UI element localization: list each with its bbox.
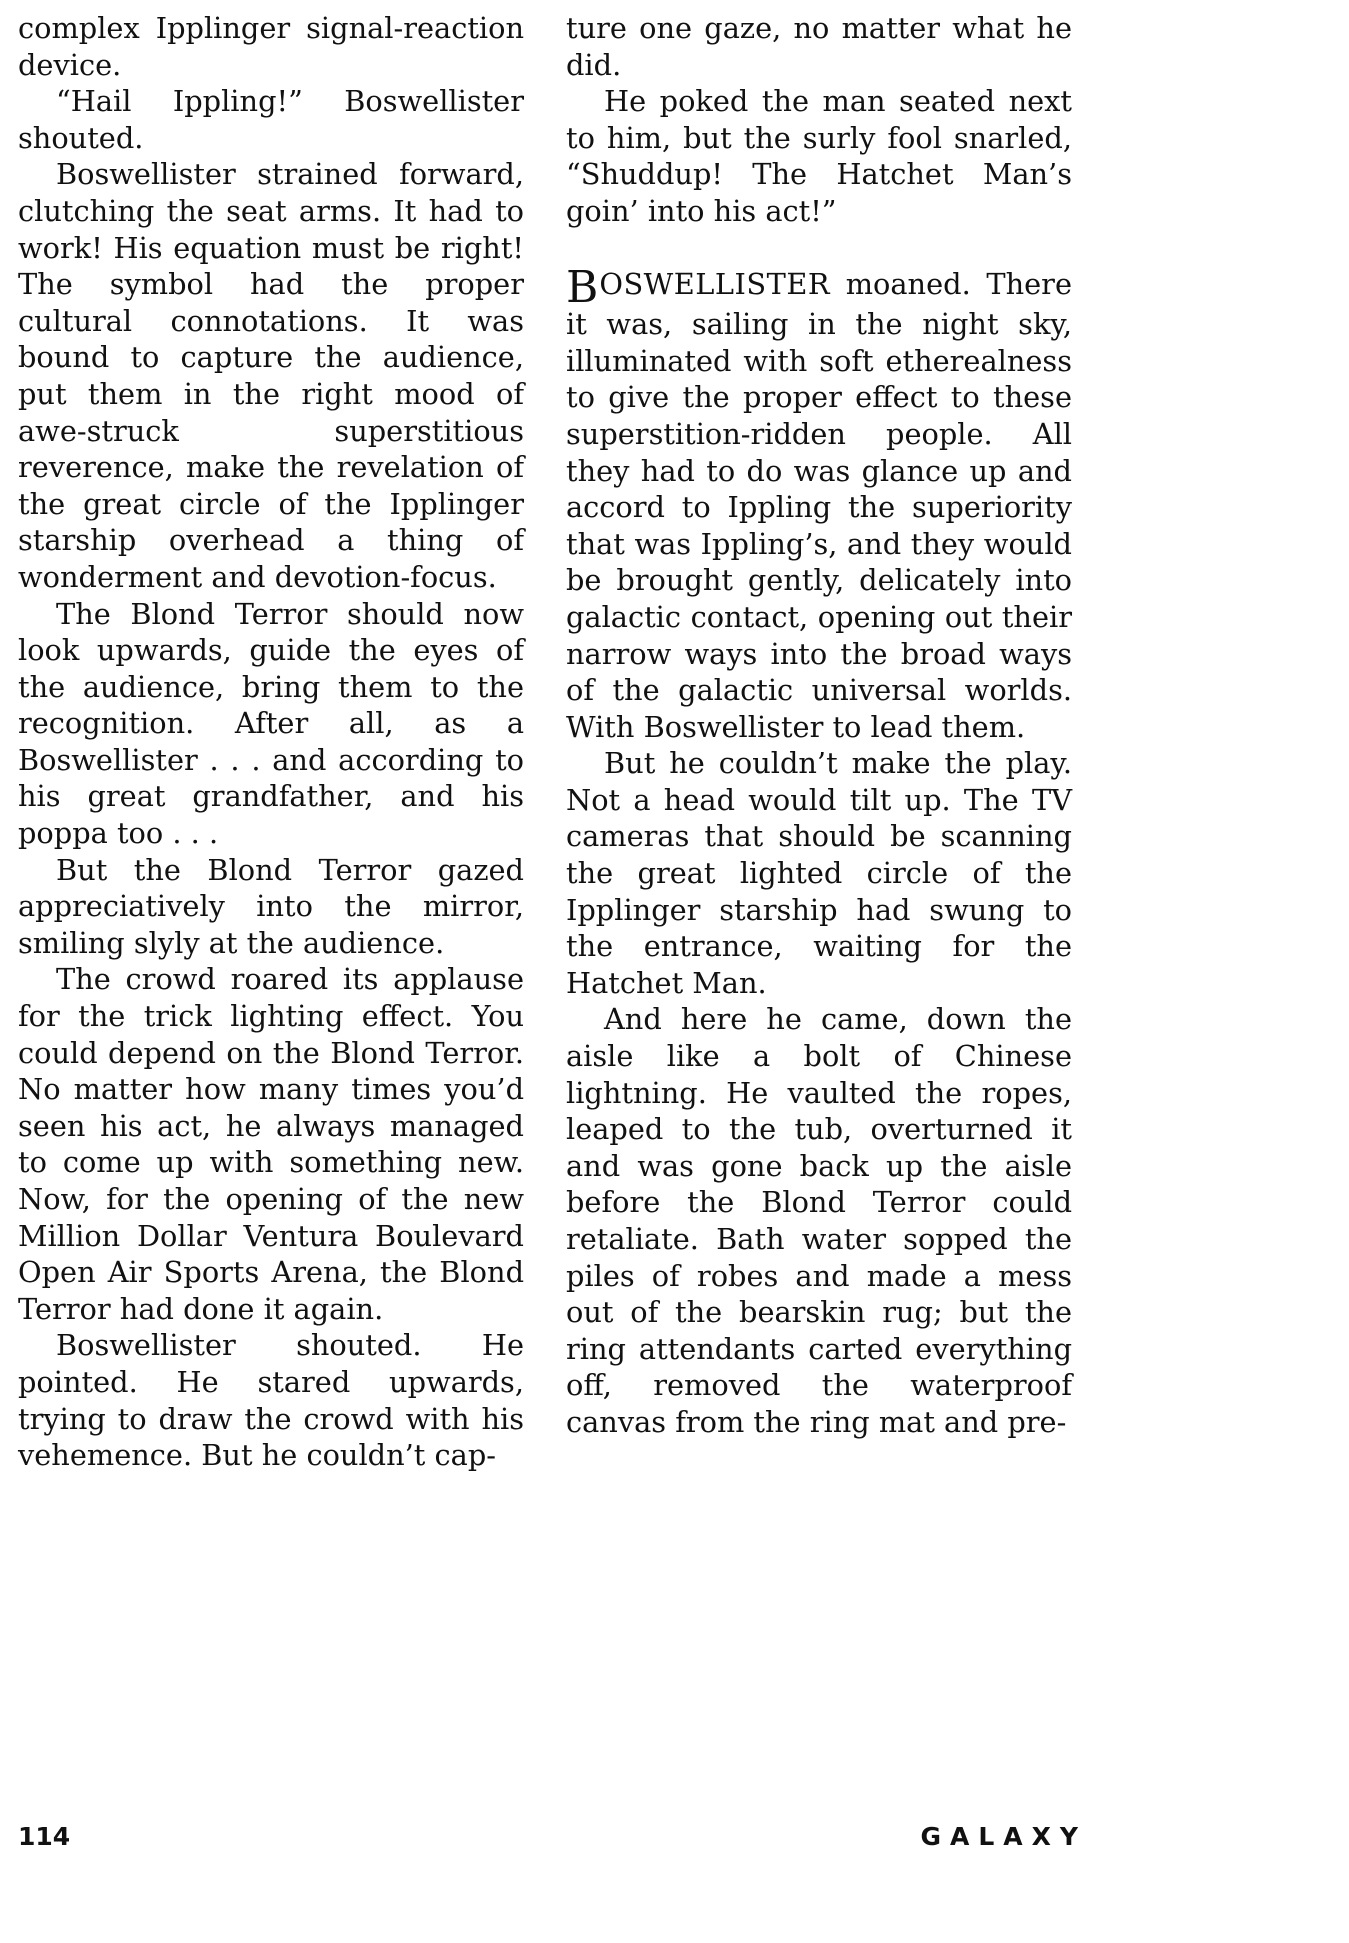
paragraph: Boswellister shouted. He pointed. He stared upwards, trying to draw the crowd with his vehemence. But he couldn’t cap- <box>18 1328 524 1473</box>
paragraph: The crowd roared its applause for the trick lighting effect. You could depend on the Blond Terror. No matter how many times you’d seen his act, he always managed to come up with something new. Now, for the opening of the new Million Dollar Ventura Boulevard Open Air Sports Arena, the Blond Terror had done it again. <box>18 962 524 1326</box>
page-number: 114 <box>18 1822 71 1851</box>
drop-cap-letter: B <box>566 262 599 314</box>
paragraph: He poked the man seated next to him, but the surly fool snarled, “Shuddup! The Hatchet Man’s goin’ into his act!” <box>566 84 1072 228</box>
right-text-column <box>566 10 1072 1441</box>
left-text-column <box>18 10 524 1474</box>
section-opening-text: moaned. There it was, sailing in the night sky, illuminated with soft etherealness to give the proper effect to these superstition-ridden people. All they had to do was glance up and accord to Ippling the superiority that was Ippling’s, and they would be brought gently, delicately into galactic contact, opening out their narrow ways into the broad ways of the galactic universal worlds. With Boswellister to lead them. <box>566 267 1072 744</box>
paragraph: But he couldn’t make the play. Not a head would tilt up. The TV cameras that should be scanning the great lighted circle of the Ipplinger starship had swung to the entrance, waiting for the Hatchet Man. <box>566 746 1072 1000</box>
running-footer-magazine-name: GALAXY <box>920 1822 1087 1851</box>
section-opening-paragraph <box>566 262 1072 745</box>
paragraph: And here he came, down the aisle like a bolt of Chinese lightning. He vaulted the ropes, leaped to the tub, overturned it and was gone back up the aisle before the Blond Terror could retaliate. Bath water sopped the piles of robes and made a mess out of the bearskin rug; but the ring attendants carted everything off, removed the waterproof canvas from the ring mat and pre- <box>566 1002 1072 1439</box>
paragraph: Boswellister strained forward, clutching the seat arms. It had to work! His equation must be right! The symbol had the proper cultural connotations. It was bound to capture the audience, put them in the right mood of awe-struck superstitious reverence, make the revelation of the great circle of the Ipplinger starship overhead a thing of wonderment and devotion-focus. <box>18 157 524 594</box>
paragraph: complex Ipplinger signal-reaction device. <box>18 11 524 82</box>
paragraph: ture one gaze, no matter what he did. <box>566 11 1072 82</box>
paragraph: The Blond Terror should now look upwards, guide the eyes of the audience, bring them to the recognition. After all, as a Boswellister . . . and according to his great grandfather, and his poppa too . . . <box>18 596 524 851</box>
section-opening-word: OSWELLISTER <box>599 267 831 302</box>
paragraph: “Hail Ippling!” Boswellister shouted. <box>18 84 524 155</box>
paragraph: But the Blond Terror gazed appreciatively into the mirror, smiling slyly at the audience. <box>18 852 524 960</box>
